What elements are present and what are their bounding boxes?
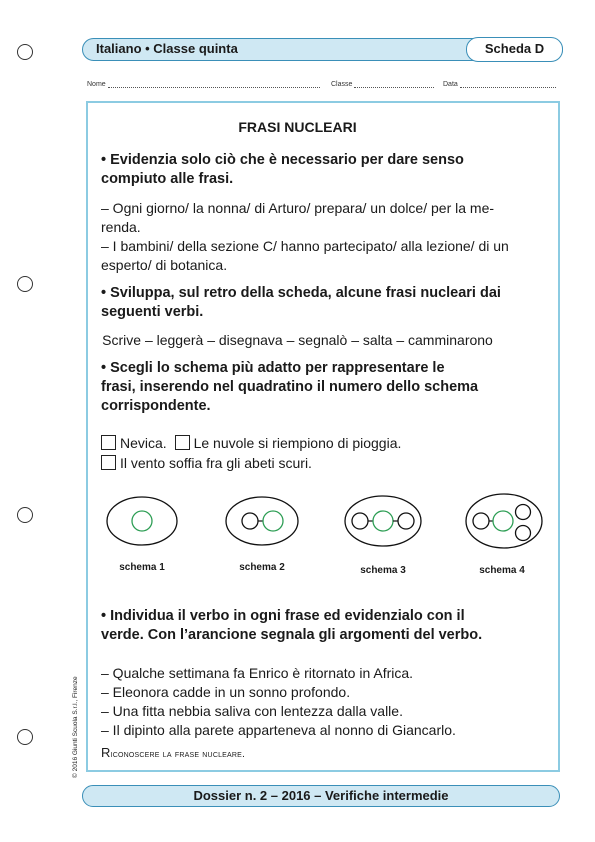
exercise1-instruction-line1: • Evidenzia solo ciò che è necessario per dare senso	[101, 152, 464, 168]
class-dotted-line	[354, 80, 434, 88]
answer-checkbox-1[interactable]	[101, 435, 116, 450]
exercise3-instruction-line1: • Scegli lo schema più adatto per rappresentare le	[101, 360, 445, 376]
schema-4-verb-circle	[493, 511, 513, 531]
exercise4-instruction-line1: • Individua il verbo in ogni frase ed evidenzialo con il	[101, 608, 465, 624]
schema-1-label: schema 1	[119, 562, 165, 573]
schema-2-figure	[226, 497, 298, 545]
name-label: Nome	[87, 81, 106, 88]
sentence-row-2	[101, 454, 551, 473]
schema-3-verb-circle	[373, 511, 393, 531]
sentence-row-1	[101, 434, 551, 453]
schema-4-outer-ellipse	[466, 494, 542, 548]
schema-4-figure	[466, 494, 542, 548]
verb-list: Scrive – leggerà – disegnava – segnalò – salta – camminarono	[102, 332, 493, 348]
exercise1-sentence2-line2: esperto/ di botanica.	[101, 257, 228, 273]
answer-checkbox-2[interactable]	[175, 435, 190, 450]
exercise4-sentence-4: – Il dipinto alla parete apparteneva al nonno di Giancarlo.	[101, 722, 456, 738]
exercise1-sentence1-line1: – Ogni giorno/ la nonna/ di Arturo/ prepara/ un dolce/ per la me-	[101, 200, 495, 216]
exercise2-instruction-line2: seguenti verbi.	[101, 304, 204, 320]
schema-3-outer-ellipse	[345, 496, 421, 546]
subject-title: Italiano • Classe quinta	[96, 41, 238, 56]
name-field	[87, 80, 320, 92]
sentence-nuvole: Le nuvole si riempiono di pioggia.	[193, 435, 402, 451]
schema-3-argument-left	[352, 513, 368, 529]
schemas-diagram	[95, 490, 555, 560]
schema-3-label: schema 3	[360, 565, 406, 576]
schema-4-label: schema 4	[479, 565, 525, 576]
exercise1-sentence2-line1: – I bambini/ della sezione C/ hanno partecipato/ alla lezione/ di un	[101, 238, 509, 254]
date-label: Data	[443, 81, 458, 88]
schema-3-figure	[345, 496, 421, 546]
binder-hole-2	[17, 276, 33, 292]
sentence-nevica: Nevica.	[120, 435, 167, 451]
class-label: Classe	[331, 81, 353, 88]
schema-2-verb-circle	[263, 511, 283, 531]
schema-4-argument-bottom	[516, 526, 531, 541]
sheet-tab: Scheda D	[466, 37, 563, 62]
schema-1-figure	[107, 497, 177, 545]
exercise4-sentence-1: – Qualche settimana fa Enrico è ritornato in Africa.	[101, 665, 414, 681]
binder-hole-3	[17, 507, 33, 523]
answer-checkbox-3[interactable]	[101, 455, 116, 470]
objective-initial: R	[101, 745, 111, 760]
exercise3-instruction-line2: frasi, inserendo nel quadratino il numero dello schema	[101, 379, 479, 395]
learning-objective	[101, 745, 245, 760]
binder-hole-1	[17, 44, 33, 60]
date-field	[443, 80, 556, 92]
exercise1-instruction-line2: compiuto alle frasi.	[101, 171, 234, 187]
footer-bar: Dossier n. 2 – 2016 – Verifiche intermedie	[82, 785, 560, 807]
schema-3-argument-right	[398, 513, 414, 529]
date-dotted-line	[460, 80, 556, 88]
objective-text: iconoscere la frase nucleare.	[110, 748, 246, 760]
copyright-notice: © 2016 Giunti Scuola S.r.l., Firenze	[72, 676, 79, 778]
exercise2-instruction-line1: • Sviluppa, sul retro della scheda, alcune frasi nucleari dai	[101, 285, 501, 301]
exercise1-sentence1-line2: renda.	[101, 219, 141, 235]
schema-4-argument-top	[516, 505, 531, 520]
schema-2-argument-circle	[242, 513, 258, 529]
class-field	[331, 80, 434, 92]
schema-1-outer-ellipse	[107, 497, 177, 545]
header-bar	[82, 38, 563, 61]
sentence-vento: Il vento soffia fra gli abeti scuri.	[120, 455, 312, 471]
page-title: FRASI NUCLEARI	[238, 119, 357, 135]
exercise3-instruction-line3: corrispondente.	[101, 398, 211, 414]
schema-4-argument-left	[473, 513, 489, 529]
binder-hole-4	[17, 729, 33, 745]
schema-2-label: schema 2	[239, 562, 285, 573]
exercise4-instruction-line2: verde. Con l’arancione segnala gli argomenti del verbo.	[101, 627, 483, 643]
exercise4-sentence-3: – Una fitta nebbia saliva con lentezza dalla valle.	[101, 703, 403, 719]
schema-1-verb-circle	[132, 511, 152, 531]
name-dotted-line	[108, 80, 320, 88]
exercise4-sentence-2: – Eleonora cadde in un sonno profondo.	[101, 684, 351, 700]
